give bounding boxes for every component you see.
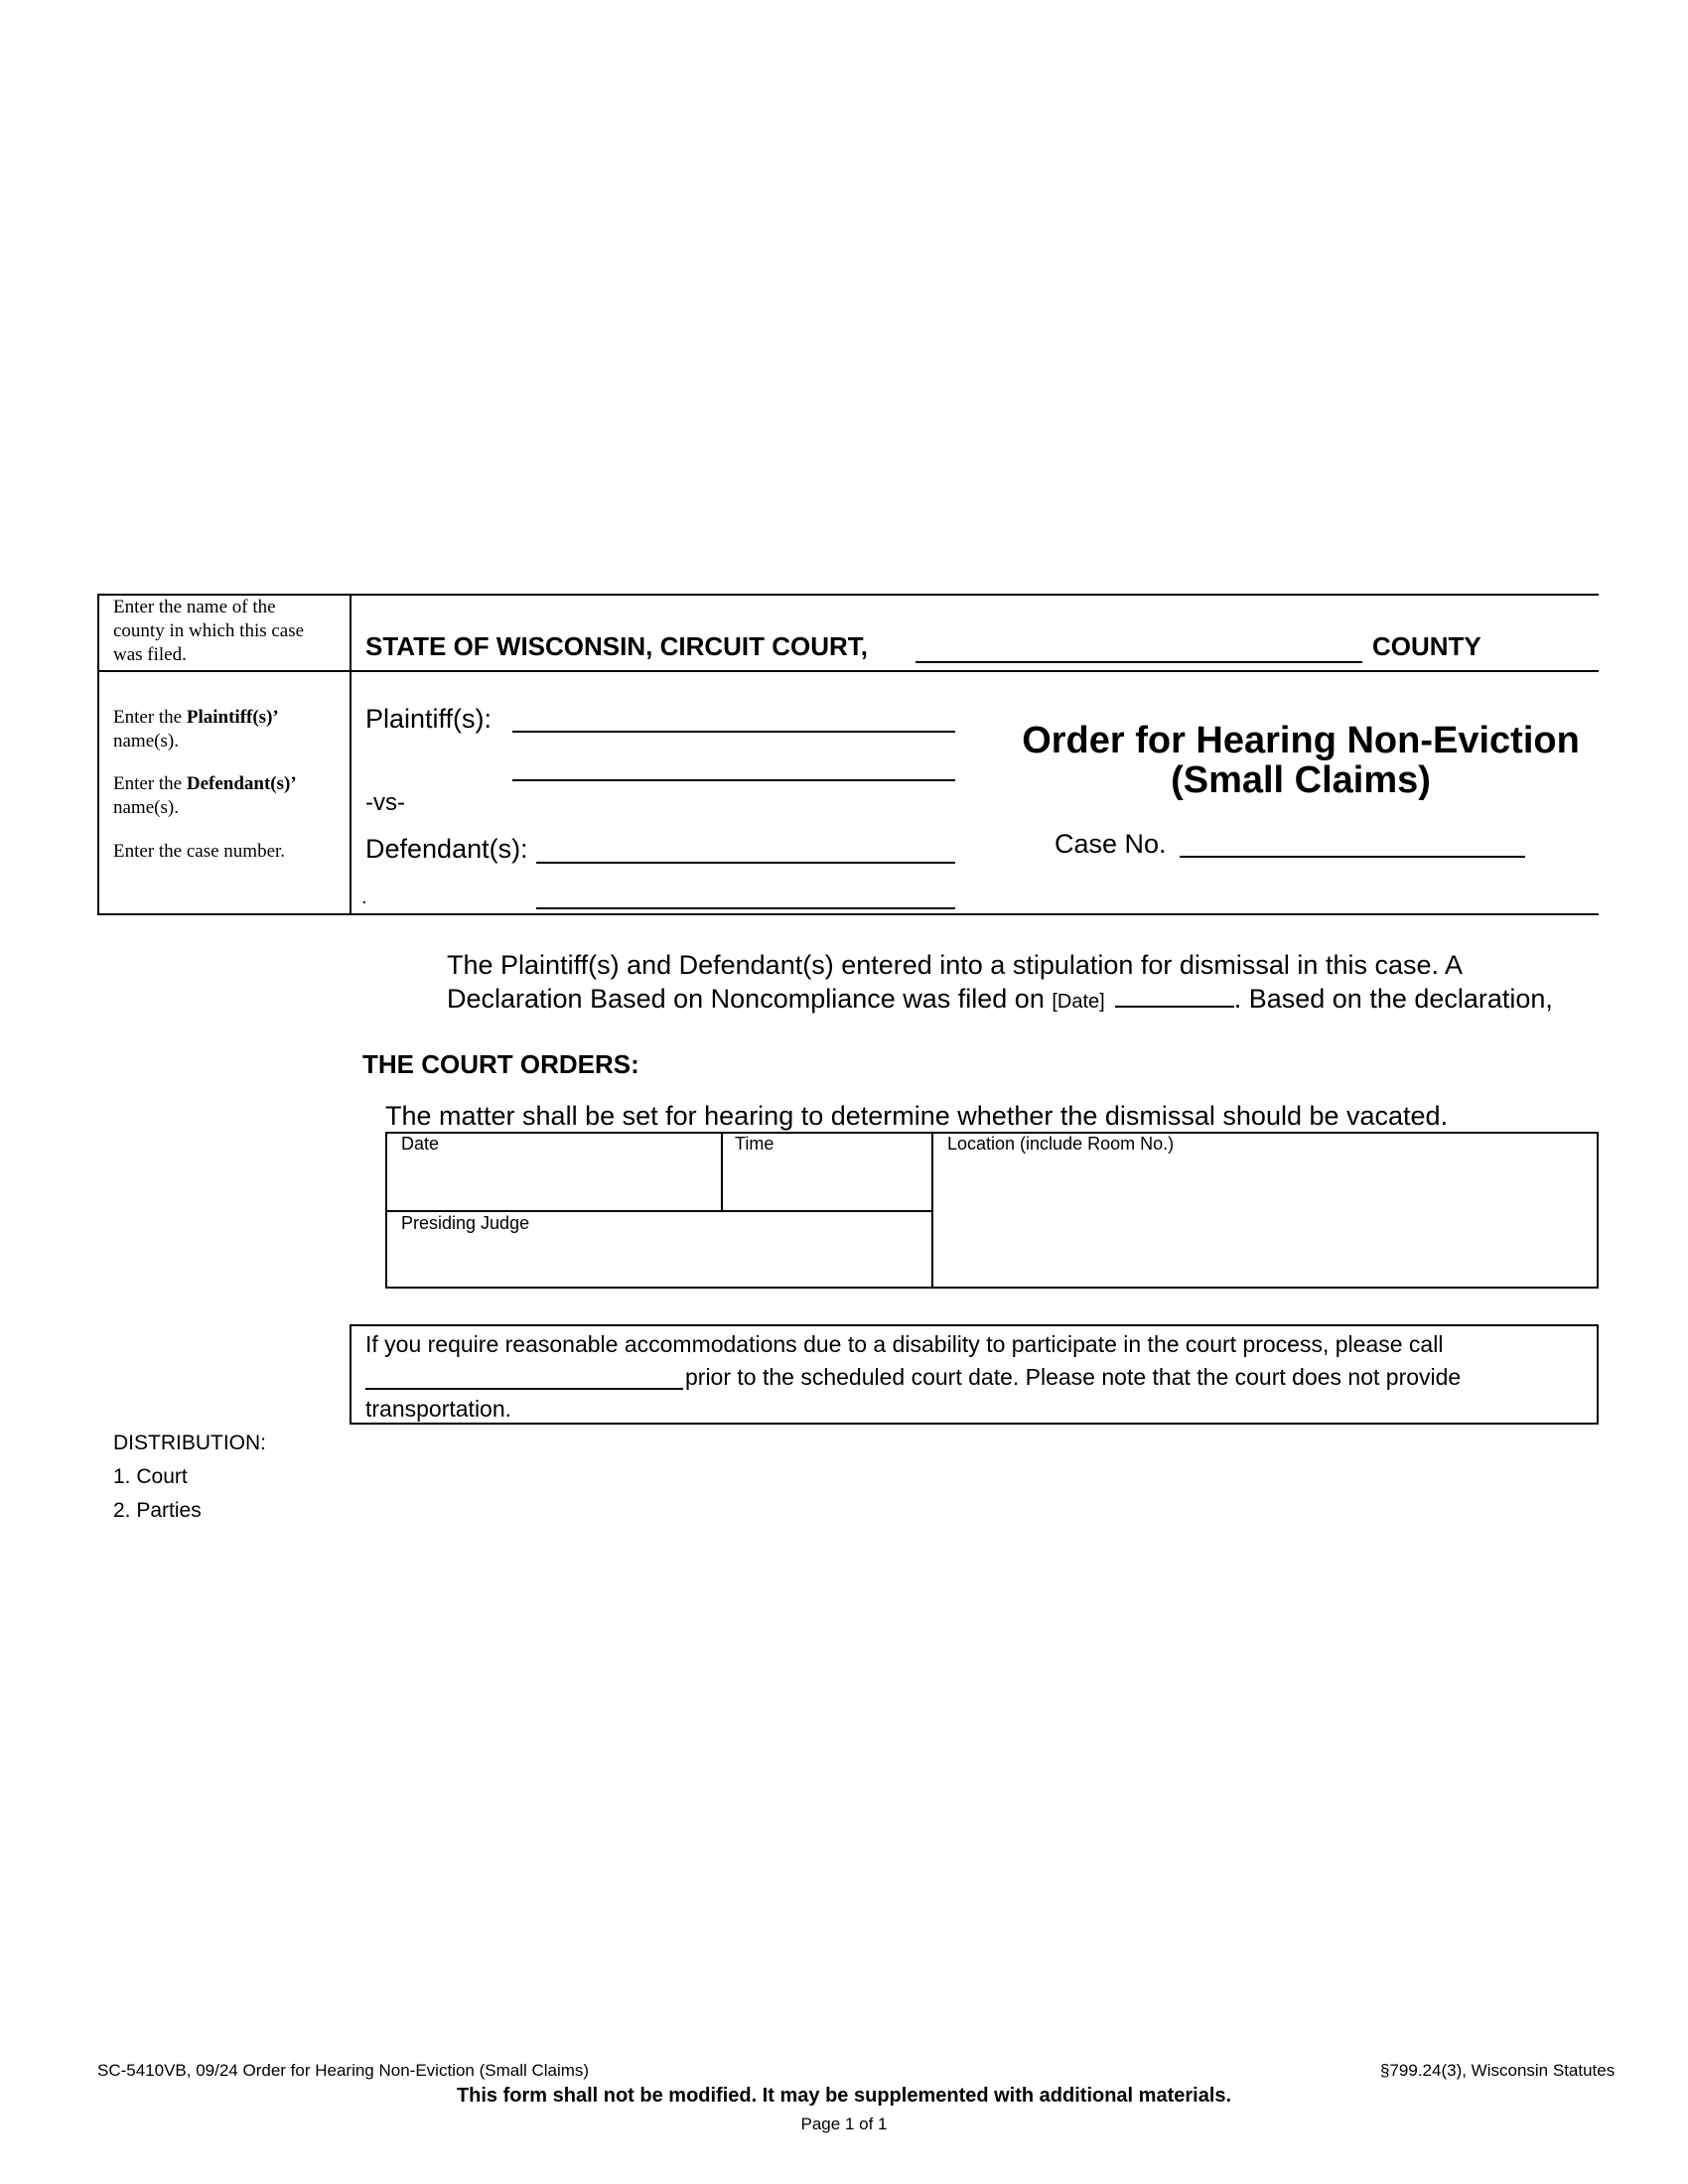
form-title <box>983 721 1618 800</box>
court-orders-heading: THE COURT ORDERS: <box>362 1049 639 1079</box>
distribution-item-court: 1. Court <box>113 1465 188 1488</box>
distribution-item-parties: 2. Parties <box>113 1499 202 1522</box>
case-no-field[interactable] <box>1180 856 1525 858</box>
caption-bottom-border <box>97 913 1599 915</box>
defendant-field-1[interactable] <box>536 862 955 864</box>
hearing-date-label: Date <box>401 1134 440 1154</box>
caption-top-border <box>97 594 1599 596</box>
hearing-time-label: Time <box>735 1134 774 1154</box>
hearing-table-vertical-time <box>721 1132 723 1211</box>
accommodation-line2: prior to the scheduled court date. Please note that the court does not provide <box>685 1364 1462 1390</box>
accommodation-line1: If you require reasonable accommodations due to a disability to participate in the court process, please call <box>365 1331 1444 1357</box>
date-hint: [Date] <box>1052 991 1105 1013</box>
plaintiff-field-1[interactable] <box>512 731 955 733</box>
case-number-hint: Enter the case number. <box>113 841 286 862</box>
form-title-line2: (Small Claims) <box>1171 759 1431 801</box>
form-title-line1: Order for Hearing Non-Eviction <box>1022 720 1580 761</box>
plaintiff-field-2[interactable] <box>512 779 955 781</box>
declaration-date-field[interactable] <box>1115 986 1234 1008</box>
plaintiff-hint: Enter the Plaintiff(s)’ name(s). <box>113 707 279 751</box>
defendant-hint: Enter the Defendant(s)’ name(s). <box>113 773 297 818</box>
accommodation-phone-field[interactable] <box>365 1388 683 1390</box>
matter-text: The matter shall be set for hearing to determine whether the dismissal should be vacated. <box>385 1101 1449 1131</box>
footer-statute: §799.24(3), Wisconsin Statutes <box>1380 2061 1616 2080</box>
plaintiff-label: Plaintiff(s): <box>365 704 492 734</box>
county-label: COUNTY <box>1372 631 1481 661</box>
footer-notice: This form shall not be modified. It may be supplemented with additional materials. <box>456 2085 1232 2107</box>
distribution-heading: DISTRIBUTION: <box>113 1432 267 1454</box>
defendant-label: Defendant(s): <box>365 834 528 864</box>
county-field[interactable] <box>915 661 1362 663</box>
defendant-dot: . <box>361 887 367 908</box>
county-hint: Enter the name of the county in which this case was filed. <box>113 597 305 665</box>
footer-page-number: Page 1 of 1 <box>800 2115 888 2133</box>
presiding-judge-label: Presiding Judge <box>401 1213 530 1233</box>
defendant-field-2[interactable] <box>536 907 955 909</box>
declaration-paragraph-line1: The Plaintiff(s) and Defendant(s) entered into a stipulation for dismissal in this case. A <box>447 950 1464 980</box>
caption-divider <box>350 594 352 915</box>
court-heading: STATE OF WISCONSIN, CIRCUIT COURT, <box>365 631 869 661</box>
accommodation-line3: transportation. <box>365 1396 512 1422</box>
declaration-paragraph-line2: Declaration Based on Noncompliance was filed on [Date] . Based on the declaration, <box>447 984 1553 1014</box>
footer-form-id: SC-5410VB, 09/24 Order for Hearing Non-Eviction (Small Claims) <box>97 2061 590 2080</box>
vs-label: -vs- <box>365 789 405 816</box>
hearing-table-horizontal <box>385 1210 932 1212</box>
hearing-location-label: Location (include Room No.) <box>947 1134 1175 1154</box>
case-no-label: Case No. <box>1055 829 1167 859</box>
caption-left-border <box>97 594 99 915</box>
caption-middle-border <box>97 670 1599 672</box>
